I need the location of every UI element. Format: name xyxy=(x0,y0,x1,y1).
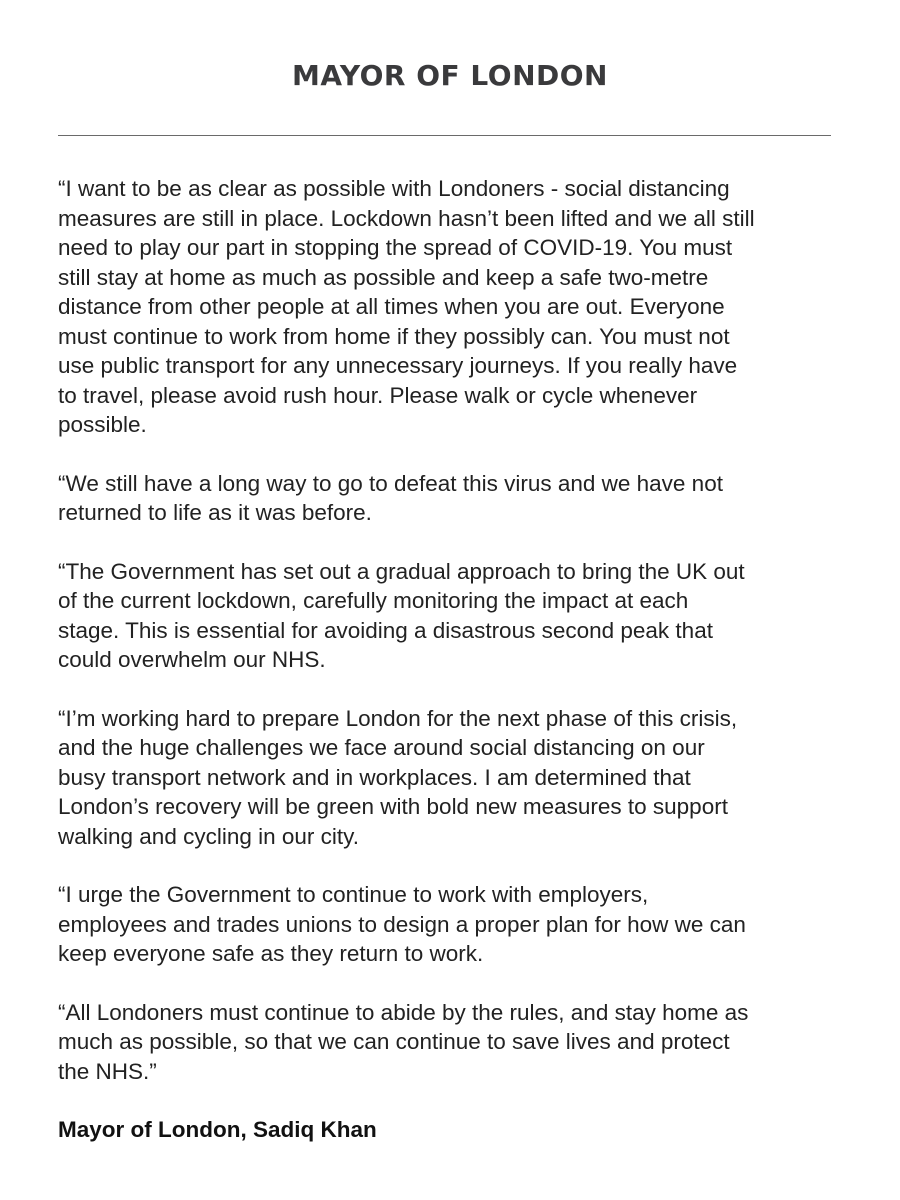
text-line: “The Government has set out a gradual approach to bring the UK out xyxy=(58,558,745,584)
text-line: need to play our part in stopping the spread of COVID-19. You must xyxy=(58,235,733,260)
text-line: “I urge the Government to continue to work with employers, xyxy=(58,882,649,907)
paragraph-5 xyxy=(58,880,848,969)
text-line: stage. This is essential for avoiding a disastrous second peak that xyxy=(58,617,713,643)
text-line: busy transport network and in workplaces. I am determined that xyxy=(58,764,691,790)
text-line: “We still have a long way to go to defeat this virus and we have not xyxy=(58,470,723,496)
text-line: use public transport for any unnecessary journeys. If you really have xyxy=(58,353,738,378)
paragraph-3 xyxy=(58,557,848,675)
paragraph-4 xyxy=(58,704,848,852)
header-divider xyxy=(58,135,831,136)
text-line: of the current lockdown, carefully monitoring the impact at each xyxy=(58,588,689,613)
mayor-of-london-logo: MAYOR OF LONDON xyxy=(292,59,608,92)
text-line: could overwhelm our NHS. xyxy=(58,647,326,672)
text-line: keep everyone safe as they return to work. xyxy=(58,941,484,966)
text-line: “All Londoners must continue to abide by the rules, and stay home as xyxy=(58,999,749,1025)
signature: Mayor of London, Sadiq Khan xyxy=(58,1117,377,1142)
text-line: and the huge challenges we face around social distancing on our xyxy=(58,735,705,760)
text-line: still stay at home as much as possible and keep a safe two-metre xyxy=(58,264,709,290)
text-line: possible. xyxy=(58,412,147,437)
paragraph-1 xyxy=(58,174,848,440)
text-line: to travel, please avoid rush hour. Please walk or cycle whenever xyxy=(58,382,698,408)
text-line: “I’m working hard to prepare London for the next phase of this crisis, xyxy=(58,705,738,731)
text-line: employees and trades unions to design a proper plan for how we can xyxy=(58,911,746,937)
paragraph-2 xyxy=(58,469,848,528)
text-line: walking and cycling in our city. xyxy=(58,823,359,849)
text-line: measures are still in place. Lockdown hasn’t been lifted and we all still xyxy=(58,205,755,231)
statement-body xyxy=(58,174,848,1145)
text-line: much as possible, so that we can continue to save lives and protect xyxy=(58,1029,730,1054)
text-line: must continue to work from home if they possibly can. You must not xyxy=(58,323,730,349)
text-line: London’s recovery will be green with bold new measures to support xyxy=(58,794,728,819)
text-line: the NHS.” xyxy=(58,1058,157,1084)
paragraph-6 xyxy=(58,998,848,1087)
text-line: distance from other people at all times when you are out. Everyone xyxy=(58,294,725,319)
text-line: “I want to be as clear as possible with Londoners - social distancing xyxy=(58,176,730,201)
text-line: returned to life as it was before. xyxy=(58,500,372,525)
